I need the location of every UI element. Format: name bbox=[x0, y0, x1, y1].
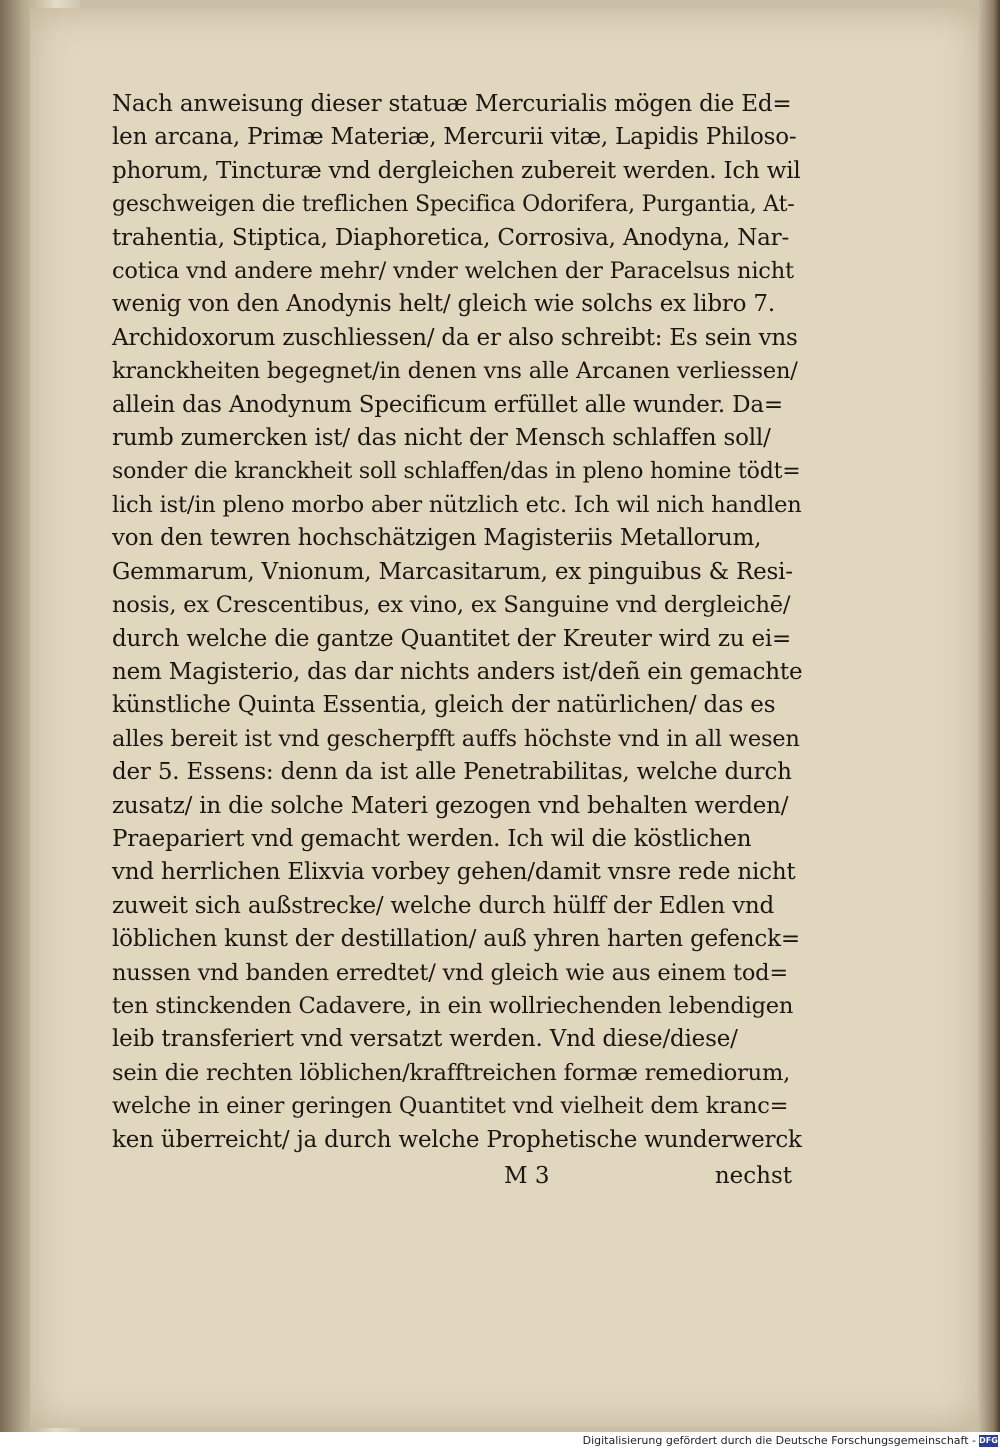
signature-mark: M 3 bbox=[504, 1163, 550, 1189]
text-line: trahentia, Stiptica, Diaphoretica, Corrosiva, Anodyna, Nar- bbox=[112, 224, 790, 251]
catchword: nechst bbox=[714, 1163, 792, 1189]
text-line: Archidoxorum zuschliessen/ da er also schreibt: Es sein vns bbox=[112, 324, 798, 351]
body-text bbox=[112, 88, 802, 1157]
text-line: ken überreicht/ ja durch welche Prophetische wunderwerck bbox=[112, 1126, 802, 1153]
text-line: sein die rechten löblichen/krafftreichen formæ remediorum, bbox=[112, 1059, 791, 1086]
page-right-edge bbox=[978, 0, 1000, 1432]
text-line: der 5. Essens: denn da ist alle Penetrabilitas, welche durch bbox=[112, 759, 792, 786]
text-line: nosis, ex Crescentibus, ex vino, ex Sanguine vnd dergleichē/ bbox=[112, 592, 791, 619]
page-footer bbox=[112, 1163, 802, 1197]
text-line: zuweit sich außstrecke/ welche durch hülff der Edlen vnd bbox=[112, 892, 775, 919]
text-line: sonder die kranckheit soll schlaffen/das in pleno homine tödt= bbox=[112, 459, 801, 485]
text-line: vnd herrlichen Elixvia vorbey gehen/damit vnsre rede nicht bbox=[112, 859, 796, 886]
text-line: phorum, Tincturæ vnd dergleichen zubereit werden. Ich wil bbox=[112, 157, 801, 184]
text-line: lich ist/in pleno morbo aber nützlich etc. Ich wil nich handlen bbox=[112, 491, 802, 518]
text-line: rumb zumercken ist/ das nicht der Mensch schlaffen soll/ bbox=[112, 425, 771, 452]
text-line: len arcana, Primæ Materiæ, Mercurii vitæ, Lapidis Philoso- bbox=[112, 124, 797, 151]
credit-text: Digitalisierung gefördert durch die Deutsche Forschungsgemeinschaft - bbox=[582, 1434, 976, 1447]
text-line: nussen vnd banden erredtet/ vnd gleich wie aus einem tod= bbox=[112, 959, 789, 986]
text-line: von den tewren hochschätzigen Magisteriis Metallorum, bbox=[112, 525, 762, 552]
text-line: künstliche Quinta Essentia, gleich der natürlichen/ das es bbox=[112, 692, 776, 719]
text-line: zusatz/ in die solche Materi gezogen vnd behalten werden/ bbox=[112, 792, 789, 819]
text-line: Nach anweisung dieser statuæ Mercurialis mögen die Ed= bbox=[112, 91, 792, 117]
text-line: wenig von den Anodynis helt/ gleich wie solchs ex libro 7. bbox=[112, 291, 775, 318]
text-line: kranckheiten begegnet/in denen vns alle Arcanen verliessen/ bbox=[112, 358, 798, 385]
text-line: alles bereit ist vnd gescherpfft auffs höchste vnd in all wesen bbox=[112, 725, 800, 752]
text-line: geschweigen die treflichen Specifica Odorifera, Purgantia, At- bbox=[112, 192, 795, 218]
dfg-logo: DFG bbox=[979, 1436, 998, 1445]
text-line: Gemmarum, Vnionum, Marcasitarum, ex pinguibus & Resi- bbox=[112, 558, 793, 585]
text-line: welche in einer geringen Quantitet vnd vielheit dem kranc= bbox=[112, 1093, 789, 1120]
text-line: löblichen kunst der destillation/ auß yhren harten gefenck= bbox=[112, 926, 800, 953]
text-line: durch welche die gantze Quantitet der Kreuter wird zu ei= bbox=[112, 625, 792, 652]
text-line: nem Magisterio, das dar nichts anders ist/deñ ein gemachte bbox=[112, 658, 803, 685]
text-line: leib transferiert vnd versatzt werden. Vnd diese/diese/ bbox=[112, 1026, 738, 1053]
credit-bar bbox=[0, 1432, 1000, 1451]
text-line: cotica vnd andere mehr/ vnder welchen der Paracelsus nicht bbox=[112, 258, 794, 285]
text-line: Praepariert vnd gemacht werden. Ich wil die köstlichen bbox=[112, 825, 752, 852]
text-line: allein das Anodynum Specificum erfüllet alle wunder. Da= bbox=[112, 391, 783, 418]
text-line: ten stinckenden Cadavere, in ein wollriechenden lebendigen bbox=[112, 992, 794, 1019]
